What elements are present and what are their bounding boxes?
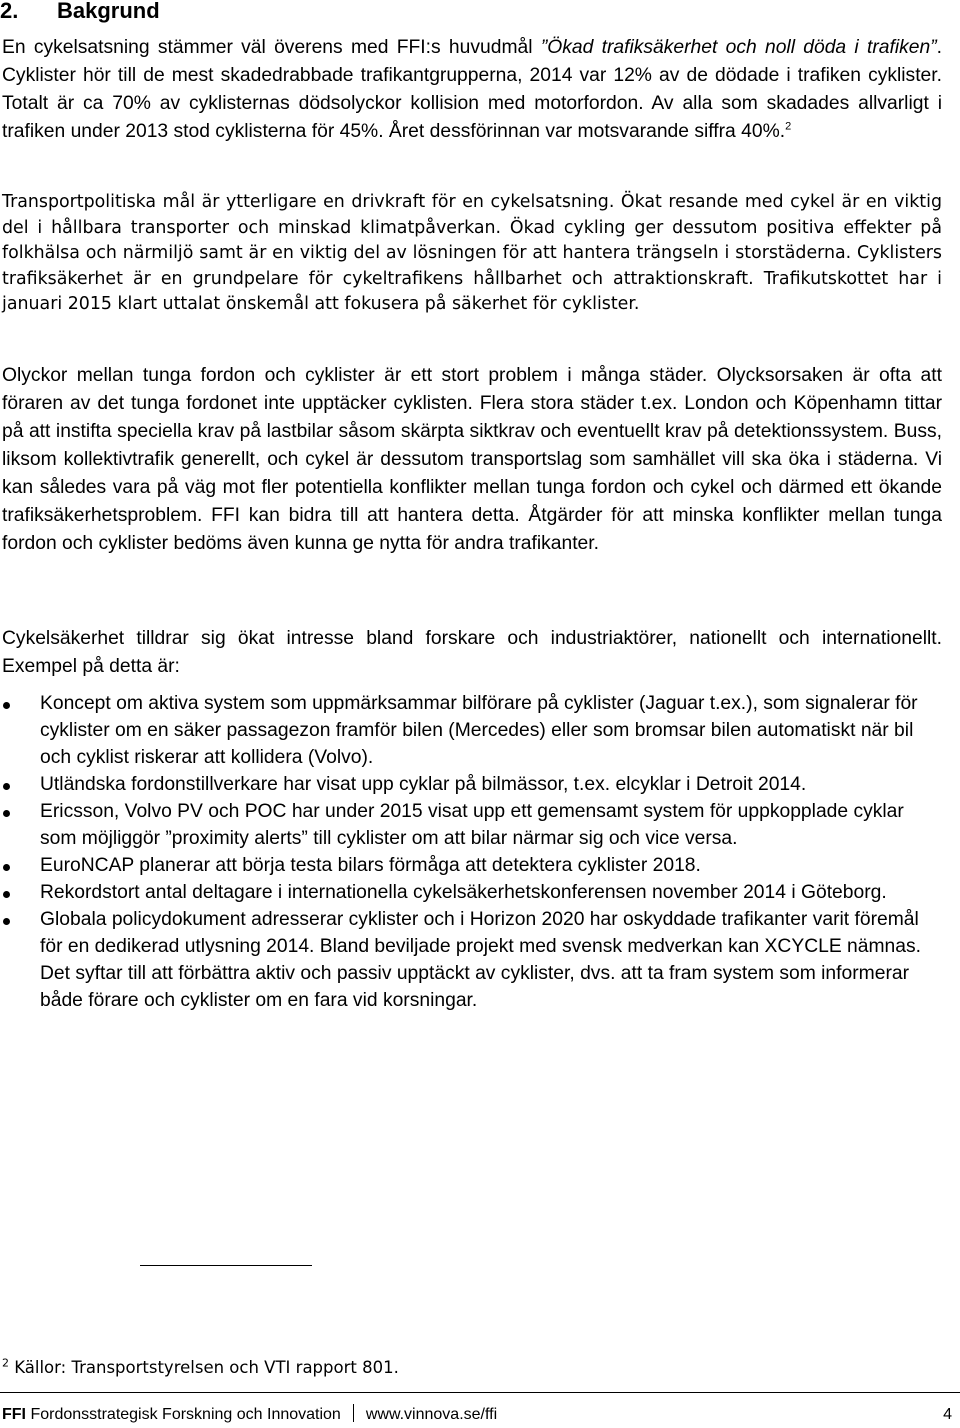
footer-url-link[interactable]: www.vinnova.se/ffi (365, 1406, 498, 1423)
examples-list (0, 690, 945, 1014)
list-item (0, 852, 945, 879)
paragraph-transport-goals: Transportpolitiska mål är ytterligare en drivkraft för en cykelsatsning. Ökat resande med cykel är en viktig del i hållbara transporter och minskad klimatpåverkan. Ökad cykling ger dessutom positiva effekter på folkhälsa och närmiljö samt är en viktig del av lösningen för att hantera trängseln i storstäderna. Cyklisters trafiksäkerhet är en grundpelare för cykeltrafikens hållbarhet och attraktionskraft. Trafikutskottet har i januari 2015 klart uttalat önskemål att fokusera på säkerhet för cyklister. (2, 192, 942, 315)
list-item-text: Rekordstort antal deltagare i internationella cykelsäkerhetskonferensen november 2014 i Göteborg. (40, 882, 887, 903)
list-item-text: Utländska fordonstillverkare har visat upp cyklar på bilmässor, t.ex. elcyklar i Detroit 2014. (40, 774, 807, 795)
bullet-icon (3, 783, 10, 790)
footnote (2, 1356, 399, 1380)
bullet-icon (3, 864, 10, 871)
bullet-icon (3, 918, 10, 925)
footnote-separator (140, 1265, 312, 1266)
paragraph-intro-text-a: En cykelsatsning stämmer väl överens med FFI:s huvudmål (2, 37, 541, 58)
list-item-text: Ericsson, Volvo PV och POC har under 2015 visat upp ett gemensamt system för uppkopplade cyklar som möjliggör ”proximity alerts” till cyklister om att bilar närmar sig och vice versa. (40, 801, 904, 849)
footer-title: Fordonsstrategisk Forskning och Innovation (26, 1406, 341, 1423)
bullet-icon (3, 891, 10, 898)
list-item (0, 879, 945, 906)
bullet-icon (3, 702, 10, 709)
bullet-icon (3, 810, 10, 817)
paragraph-heavy-vehicles: Olyckor mellan tunga fordon och cyklister är ett stort problem i många städer. Olycksorsaken är ofta att föraren av det tunga fordonet inte upptäcker cyklisten. Flera stora städer t.ex. London och Köpenhamn tittar på att instifta speciella krav på lastbilar såsom skärpta siktkrav och eventuellt krav på detektionssystem. Buss, liksom kollektivtrafik generellt, och cykel är dessutom transportslag som samhället vill ska öka i städerna. Vi kan således vara på väg mot fler potentiella konflikter mellan tunga fordon och cykel och därmed ett ökande trafiksäkerhetsproblem. FFI kan bidra till att hantera detta. Åtgärder för att minska konflikter mellan tunga fordon och cyklister bedöms även kunna ge nytta för andra trafikanter. (2, 365, 942, 554)
list-item-text: Koncept om aktiva system som uppmärksammar bilförare på cyklister (Jaguar t.ex.), som signalerar för cyklister om en säker passagezon framför bilen (Mercedes) eller som bromsar bilen automatiskt när bil och cyklist riskerar att kollidera (Volvo). (40, 693, 918, 768)
ffi-goal-quote: ”Ökad trafiksäkerhet och noll döda i trafiken” (540, 37, 937, 58)
list-item-text: EuroNCAP planerar att börja testa bilars förmåga att detektera cyklister 2018. (40, 855, 701, 876)
list-item (0, 690, 945, 771)
paragraph-intro (2, 34, 942, 146)
footnote-reference: 2 (785, 120, 792, 133)
footer-divider (353, 1404, 354, 1422)
footnote-text: Källor: Transportstyrelsen och VTI rapport 801. (9, 1358, 399, 1377)
list-item (0, 906, 945, 1014)
page-footer (0, 1392, 960, 1428)
paragraph-intro-text-b: . Cyklister hör till de mest skadedrabbade trafikantgrupperna, 2014 var 12% av de dödade i trafiken cyklister. Totalt är ca 70% av cyklisternas dödsolyckor kollision med motorfordon. Av alla som skadades allvarligt i trafiken under 2013 stod cyklisterna för 45%. Året dessförinnan var motsvarande siffra 40%. (2, 37, 943, 142)
list-item (0, 771, 945, 798)
footer-brand: FFI (2, 1406, 26, 1423)
section-heading (0, 0, 160, 24)
list-item (0, 798, 945, 852)
footer-left (2, 1403, 497, 1427)
paragraph-interest: Cykelsäkerhet tilldrar sig ökat intresse bland forskare och industriaktörer, nationellt och internationellt. Exempel på detta är: (2, 628, 942, 677)
section-title: Bakgrund (57, 0, 160, 23)
list-item-text: Globala policydokument adresserar cyklister och i Horizon 2020 har oskyddade trafikanter varit föremål för en dedikerad utlysning 2014. Bland beviljade projekt med svensk medverkan kan XCYCLE nämnas. Det syftar till att förbättra aktiv och passiv upptäckt av cyklister, dvs. att ta fram system som informerar både förare och cyklister om en fara vid korsningar. (40, 909, 922, 1011)
page-number: 4 (943, 1406, 952, 1423)
footnote-number: 2 (2, 1356, 9, 1370)
section-number: 2. (0, 0, 19, 23)
